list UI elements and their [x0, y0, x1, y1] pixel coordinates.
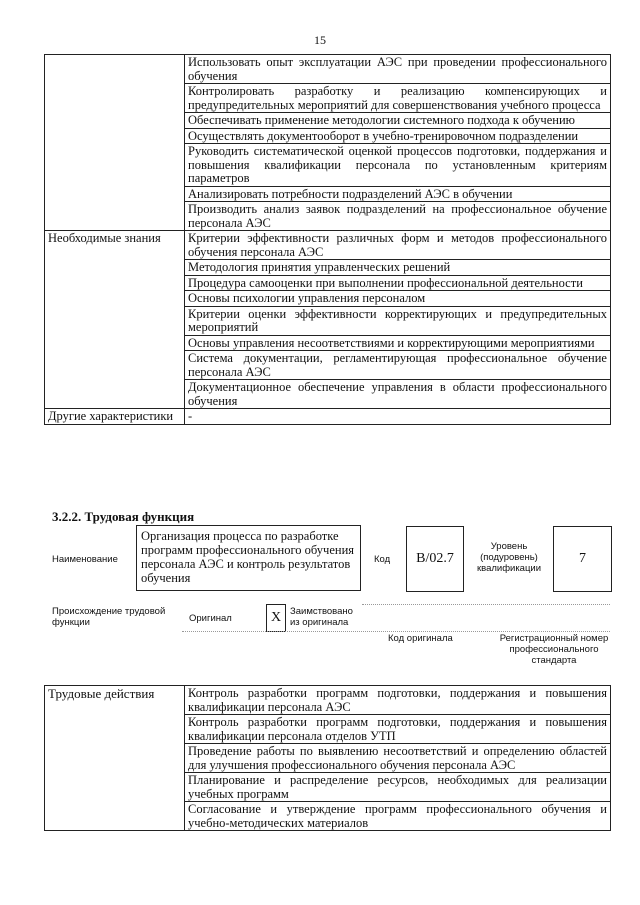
code-label: Код — [374, 554, 391, 565]
row-item: Осуществлять документооборот в учебно-тренировочном подразделении — [185, 128, 611, 144]
name-label: Наименование — [52, 554, 118, 565]
table-row — [45, 55, 611, 84]
row-item: Контролировать разработку и реализацию компенсирующих и предупредительных мероприятий для совершенствования учебного процесса — [185, 84, 611, 113]
code-original-label: Код оригинала — [388, 633, 453, 644]
row-item: Контроль разработки программ подготовки, поддержания и повышения квалификации персонала АЭС — [185, 686, 611, 715]
qualification-level-box: 7 — [553, 526, 612, 592]
labor-actions-table — [44, 685, 611, 831]
origin-row-line — [182, 631, 610, 632]
row-item: Методология принятия управленческих решений — [185, 260, 611, 276]
original-label: Оригинал — [189, 613, 232, 624]
row-item: Руководить систематической оценкой процессов подготовки, поддержания и повышения квалификации персонала по установленным критериям параметров — [185, 144, 611, 187]
row-item: Система документации, регламентирующая профессиональное обучение персонала АЭС — [185, 351, 611, 380]
row-item: Анализировать потребности подразделений АЭС в обучении — [185, 186, 611, 202]
table-row — [45, 686, 611, 715]
level-label: Уровень (подуровень) квалификации — [476, 541, 542, 574]
row-label: Другие характеристики — [45, 409, 185, 425]
table-row — [45, 231, 611, 260]
row-item: Основы управления несоответствиями и корректирующими мероприятиями — [185, 335, 611, 351]
section-heading: 3.2.2. Трудовая функция — [52, 509, 195, 524]
row-item: Проведение работы по выявлению несоответствий и определению областей для улучшения профессионального обучения персонала АЭС — [185, 744, 611, 773]
borrowed-label: Заимствовано из оригинала — [290, 606, 353, 628]
page-number: 15 — [314, 33, 326, 47]
row-item: Критерии оценки эффективности корректирующих и предупредительных мероприятий — [185, 306, 611, 335]
row-item: Критерии эффективности различных форм и методов профессионального обучения персонала АЭС — [185, 231, 611, 260]
row-item: Контроль разработки программ подготовки, поддержания и повышения квалификации персонала отделов УТП — [185, 715, 611, 744]
row-label: Трудовые действия — [45, 686, 185, 831]
row-item: Планирование и распределение ресурсов, необходимых для реализации учебных программ — [185, 773, 611, 802]
function-name-box: Организация процесса по разработке программ профессионального обучения персонала АЭС и контроль результатов обучения — [136, 525, 361, 591]
row-item: Использовать опыт эксплуатации АЭС при проведении профессионального обучения — [185, 55, 611, 84]
row-label — [45, 55, 185, 231]
row-item: Обеспечивать применение методологии системного подхода к обучению — [185, 113, 611, 129]
origin-label: Происхождение трудовой функции — [52, 606, 166, 628]
origin-top-line — [362, 604, 610, 605]
row-item: Процедура самооценки при выполнении профессиональной деятельности — [185, 275, 611, 291]
row-item: - — [185, 409, 611, 425]
row-label: Необходимые знания — [45, 231, 185, 409]
row-item: Производить анализ заявок подразделений на профессиональное обучение персонала АЭС — [185, 202, 611, 231]
row-item: Основы психологии управления персоналом — [185, 291, 611, 307]
table-row — [45, 409, 611, 425]
function-code-box: B/02.7 — [406, 526, 464, 592]
reg-number-label: Регистрационный номер профессионального стандарта — [499, 633, 609, 666]
row-item: Документационное обеспечение управления в области профессионального обучения — [185, 380, 611, 409]
original-mark-box: X — [266, 604, 286, 632]
requirements-table — [44, 54, 611, 425]
row-item: Согласование и утверждение программ профессионального обучения и учебно-методических материалов — [185, 802, 611, 831]
